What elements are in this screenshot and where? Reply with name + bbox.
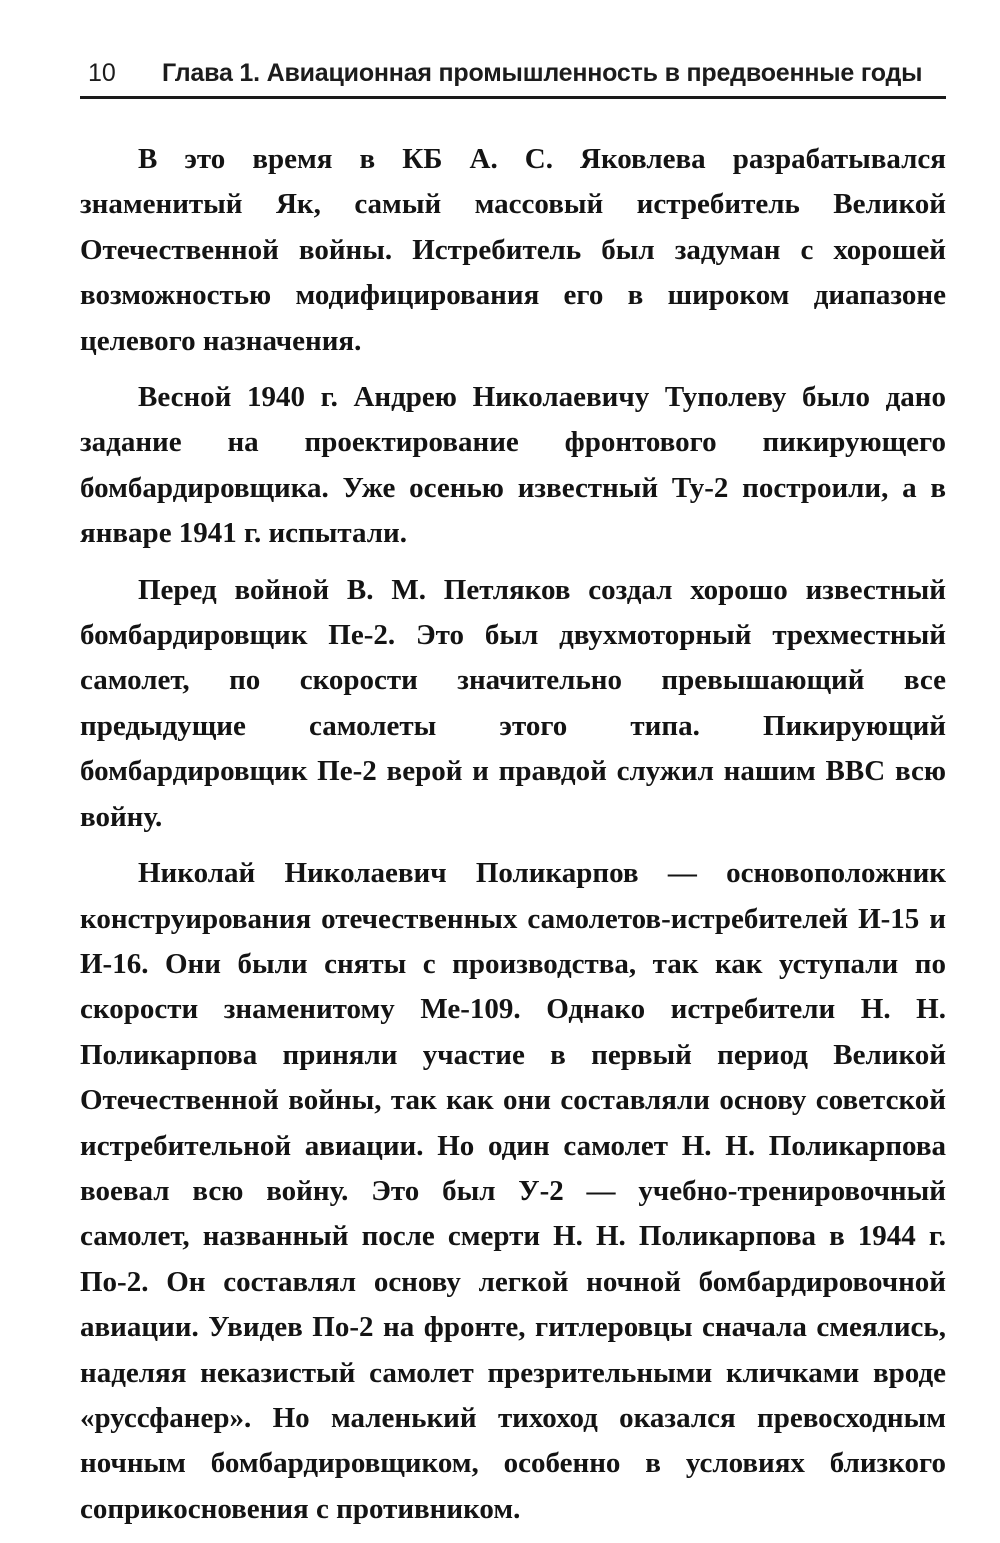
running-header [80, 52, 946, 99]
page-number: 10 [88, 59, 116, 87]
body-text [80, 137, 946, 1543]
paragraph-polikarpov: Николай Николаевич Поликарпов — основоположник конструирования отечественных самолетов-истребителей И-15 и И-16. Они были сняты с производства, так как уступали по скорости знаменитому Ме-109. Однако истребители Н. Н. Поликарпова приняли участие в первый период Великой Отечественной войны, так как они составляли основу советской истребительной авиации. Но один самолет Н. Н. Поликарпова воевал всю войну. Это был У-2 — учебно-тренировочный самолет, названный после смерти Н. Н. Поликарпова в 1944 г. По-2. Он составлял основу легкой ночной бомбардировочной авиации. Увидев По-2 на фронте, гитлеровцы сначала смеялись, наделяя неказистый самолет презрительными кличками вроде «руссфанер». Но маленький тихоход оказался превосходным ночным бомбардировщиком, особенно в условиях близкого соприкосновения с противником. [80, 857, 946, 1525]
chapter-title: Глава 1. Авиационная промышленность в предвоенные годы [162, 59, 923, 87]
paragraph-tu-2: Весной 1940 г. Андрею Николаевичу Туполеву было дано задание на проектирование фронтового пикирующего бомбардировщика. Уже осенью известный Ту-2 построили, а в январе 1941 г. испытали. [80, 381, 946, 550]
paragraph-yak: В это время в КБ А. С. Яковлева разрабатывался знаменитый Як, самый массовый истребитель Великой Отечественной войны. Истребитель был задуман с хорошей возможностью модифицирования его в широком диапазоне целевого назначения. [80, 143, 946, 357]
paragraph-pe-2: Перед войной В. М. Петляков создал хорошо известный бомбардировщик Пе-2. Это был двухмоторный трехместный самолет, по скорости значительно превышающий все предыдущие самолеты этого типа. Пикирующий бомбардировщик Пе-2 верой и правдой служил нашим ВВС всю войну. [80, 573, 946, 833]
